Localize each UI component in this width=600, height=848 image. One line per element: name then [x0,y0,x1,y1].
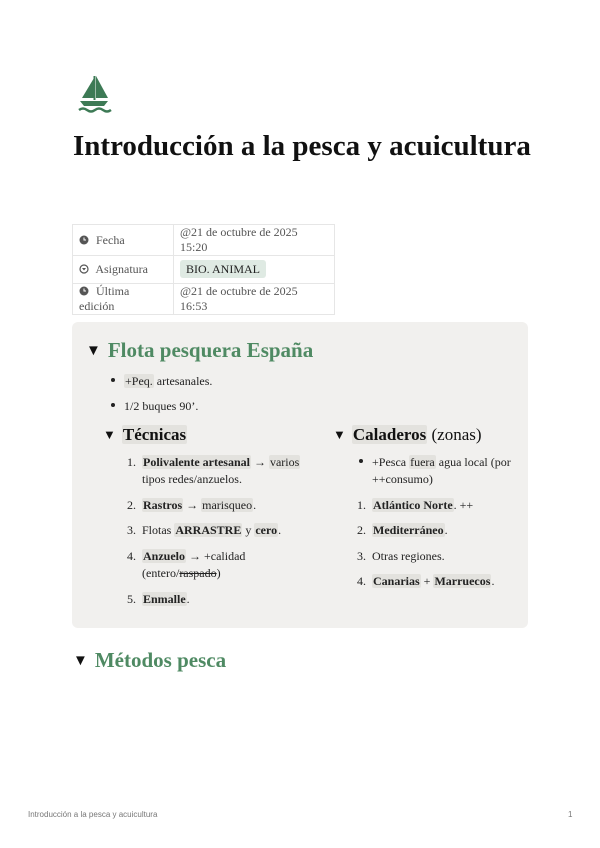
list-item [122,548,245,582]
highlight-text: fuera [410,455,435,469]
bold-text: ARRASTRE [175,523,242,537]
list-number: 2. [357,523,366,537]
property-key-label: Asignatura [95,262,148,276]
bullet-icon [111,403,115,407]
toggle-heading-flota[interactable] [86,338,313,363]
list-item-text: . [253,498,257,512]
list-item [122,522,281,539]
bullet-icon [359,459,363,463]
list-item-text: . [444,523,448,537]
list-number: 2. [127,498,136,512]
bold-text: Atlántico Norte [373,498,453,512]
list-item [352,522,448,539]
property-value[interactable]: @21 de octubre de 2025 15:20 [174,225,335,256]
list-item [359,454,524,488]
toggle-heading-tecnicas[interactable] [103,425,187,445]
list-number: 1. [127,455,136,469]
footer-title: Introducción a la pesca y acuicultura [28,810,158,819]
bold-text: Mediterráneo [373,523,444,537]
toggle-heading-metodos[interactable] [73,648,226,673]
list-item-text: agua local (por [435,455,511,469]
heading-text: Métodos pesca [94,648,227,672]
list-item-text: Otras regiones. [372,549,445,563]
list-item-text: +Pesca [372,455,410,469]
list-item-text: + [420,574,434,588]
list-item-text: ++consumo) [372,472,433,486]
toggle-triangle-icon[interactable]: ▼ [103,427,116,442]
footer-page-number: 1 [568,810,573,819]
list-item-text: y [242,523,255,537]
list-item-text: . [491,574,495,588]
list-item [111,374,212,389]
highlight-text: +Peq. [125,374,153,388]
list-item [352,497,473,514]
highlight-text: marisqueo [202,498,253,512]
arrow-text: → [250,455,269,469]
property-row [73,284,335,315]
bold-text: Canarias [373,574,420,588]
bold-text: Marruecos [434,574,491,588]
list-number: 4. [127,549,136,563]
list-item-text: . ++ [453,498,474,512]
bold-text: Anzuelo [143,549,185,563]
toggle-triangle-icon[interactable]: ▼ [73,653,88,669]
arrow-text: → [186,549,204,563]
list-item [352,573,494,590]
toggle-triangle-icon[interactable]: ▼ [333,427,346,442]
list-item [111,399,198,414]
strikethrough-text: raspado [179,566,217,580]
list-item-text: +calidad [204,549,246,563]
properties-table [72,224,335,315]
property-key-label: Última edición [79,284,130,313]
property-key [73,256,174,284]
list-number: 1. [357,498,366,512]
list-item [122,497,256,514]
heading-text: Caladeros [352,425,427,444]
bold-text: Rastros [143,498,183,512]
toggle-heading-caladeros[interactable] [333,425,482,445]
bold-text: Enmalle [143,592,186,606]
list-item-text: artesanales. [153,374,213,388]
list-item-text: tipos redes/anzuelos. [142,472,242,486]
arrow-text: → [183,498,202,512]
property-key [73,225,174,256]
clock-icon [79,235,89,245]
subject-tag[interactable]: BIO. ANIMAL [180,260,266,278]
property-value[interactable] [174,256,335,284]
bold-text: Polivalente artesanal [143,455,250,469]
property-key [73,284,174,315]
highlight-text: varios [269,455,300,469]
list-item [122,591,190,608]
list-item-text: 1/2 buques 90’. [124,399,199,413]
list-item [122,454,312,488]
list-item-text: ) [216,566,221,580]
property-key-label: Fecha [96,232,125,247]
property-value: @21 de octubre de 2025 16:53 [174,284,335,315]
property-row [73,225,335,256]
toggle-triangle-icon[interactable]: ▼ [86,343,101,359]
list-item-text: (entero/ [142,566,180,580]
list-number: 4. [357,574,366,588]
bullet-icon [111,378,115,382]
list-item [352,548,445,565]
list-item-text: Flotas [142,523,175,537]
list-item-text: . [278,523,282,537]
clock-icon [79,286,89,296]
heading-text: Técnicas [122,425,187,444]
select-icon [79,264,89,274]
page-title: Introducción a la pesca y acuicultura [73,130,531,162]
list-number: 3. [357,549,366,563]
list-number: 3. [127,523,136,537]
sailboat-icon [74,74,114,114]
list-item-text: . [186,592,190,606]
list-number: 5. [127,592,136,606]
heading-suffix: (zonas) [427,425,482,444]
property-row [73,256,335,284]
bold-text: cero [255,523,278,537]
heading-text: Flota pesquera España [107,338,314,362]
